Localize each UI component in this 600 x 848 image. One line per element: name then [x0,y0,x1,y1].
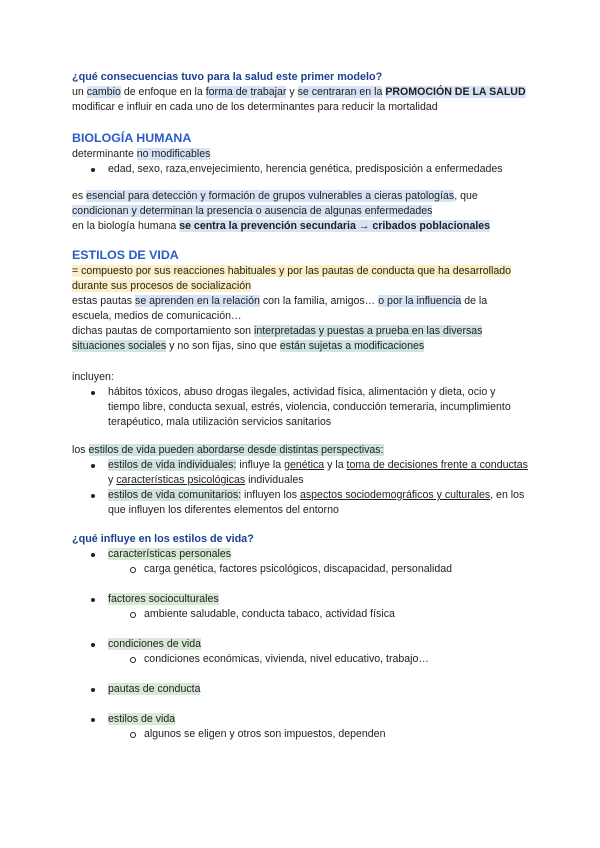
list-item [72,637,528,652]
paragraph: modificar e influir en cada uno de los determinantes para reducir la mortalidad [72,101,438,113]
paragraph [72,147,528,162]
bullet-list [72,712,528,727]
sub-bullet-list [72,607,528,622]
document-page [72,70,528,742]
text-run: es [72,190,87,202]
highlight: están sujetas a modificaciones [279,340,425,352]
paragraph [72,294,528,324]
sub-list-item: algunos se eligen y otros son impuestos, dependen [72,727,528,742]
bullet-list [72,637,528,652]
paragraph [72,443,528,458]
bullet-list [72,162,528,177]
highlight: estilos de vida comunitarios: [108,489,242,501]
highlight: no modificables [136,148,211,160]
list-item [72,458,528,488]
bullet-list [72,592,528,607]
sub-list-item: ambiente saludable, conducta tabaco, actividad física [72,607,528,622]
highlight: = compuesto por sus reacciones habituales y por las pautas de conducta que ha desarrollado durante sus procesos de socialización [72,265,512,292]
text-run: , que [454,190,478,202]
highlight: estilos de vida [108,713,176,725]
highlight: o por la influencia [378,295,462,307]
bullet-list [72,458,528,518]
highlight: condiciones de vida [108,638,202,650]
text-run: con la familia, amigos… [259,295,379,307]
underlined-text: genética [284,459,325,471]
paragraph [72,85,528,100]
highlight: estilos de vida individuales: [108,459,237,471]
section-heading-estilos: ESTILOS DE VIDA [72,248,179,262]
text-run: estas pautas [72,295,136,307]
underlined-text: toma de decisiones frente a conductas [346,459,528,471]
list-item [72,547,528,562]
highlight: esencial para detección y formación de grupos vulnerables a cieras patologías [86,190,455,202]
paragraph [72,189,528,219]
highlight: condicionan y determinan la presencia o ausencia de algunas enfermedades [72,205,433,217]
bullet-list [72,385,528,430]
highlight-bold: se centra la prevención secundaria → cribados poblacionales [179,220,491,232]
text-run: los [72,444,89,456]
highlight: características personales [108,548,232,560]
underlined-text: aspectos sociodemográficos y culturales [299,489,491,501]
text-run: y la [324,459,347,471]
text-run: influyen los [241,489,300,501]
highlight: se centraran en la [297,86,383,98]
paragraph [72,264,528,294]
text-run: individuales [245,474,304,486]
text-run: en la biología humana [72,220,180,232]
list-item: edad, sexo, raza,envejecimiento, herencia genética, predisposición a enfermedades [72,162,528,177]
text-run: de enfoque en la [120,86,206,98]
text-run: influye la [236,459,285,471]
sub-bullet-list [72,562,528,577]
text-run: y [286,86,298,98]
sub-bullet-list [72,652,528,667]
text-run: y [108,474,117,486]
text-run: y no son fijas, sino que [166,340,280,352]
paragraph [72,219,528,234]
influence-list [72,547,528,742]
highlight-bold: PROMOCIÓN DE LA SALUD [385,86,526,98]
list-item [72,592,528,607]
paragraph: incluyen: [72,371,114,383]
text-run: determinante [72,148,137,160]
text-run: un [72,86,87,98]
bullet-list [72,682,528,697]
sub-list-item: carga genética, factores psicológicos, discapacidad, personalidad [72,562,528,577]
list-item [72,682,528,697]
text-run: dichas pautas de comportamiento son [72,325,254,337]
bullet-list [72,547,528,562]
text-run: de la escuela, medios de comunicación… [72,295,488,322]
list-item [72,488,528,518]
highlight: cambio [86,86,121,98]
paragraph [72,324,528,354]
highlight: factores socioculturales [108,593,219,605]
underlined-text: características psicológicas [116,474,246,486]
highlight: estilos de vida pueden abordarse desde distintas perspectivas: [88,444,384,456]
highlight: forma de trabajar [205,86,287,98]
sub-list-item: condiciones económicas, vivienda, nivel educativo, trabajo… [72,652,528,667]
highlight: pautas de conducta [108,683,201,695]
sub-bullet-list [72,727,528,742]
section-heading-biologia: BIOLOGÍA HUMANA [72,131,192,145]
highlight: interpretadas y puestas a prueba en las diversas situaciones sociales [72,325,483,352]
text-run: , en los que influyen los diferentes elementos del entorno [108,489,525,516]
question-heading-1: ¿qué consecuencias tuvo para la salud este primer modelo? [72,71,383,83]
list-item [72,712,528,727]
question-heading-2: ¿qué influye en los estilos de vida? [72,533,254,545]
list-item: hábitos tóxicos, abuso drogas ilegales, actividad física, alimentación y dieta, ocio y tiempo libre, conducta sexual, estrés, violencia, conducción temeraria, incumplimiento terapéutico, mala utilización servicios sanitarios [72,385,528,430]
highlight: se aprenden en la relación [135,295,260,307]
